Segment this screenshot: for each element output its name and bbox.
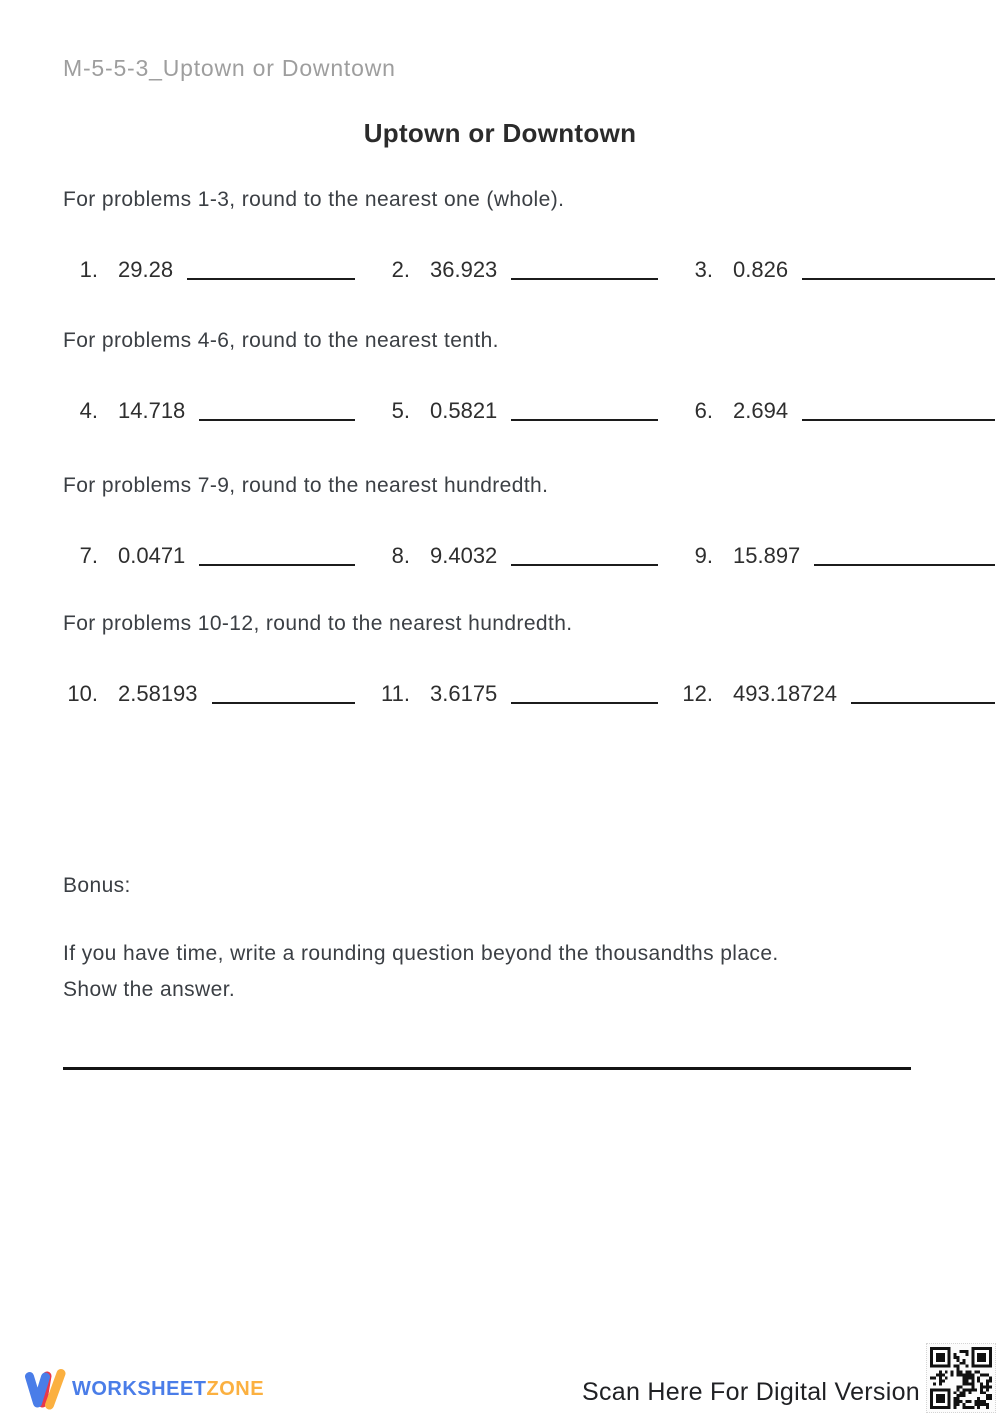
answer-blank xyxy=(802,278,995,280)
problem-value: 0.826 xyxy=(733,257,789,282)
scan-here-label: Scan Here For Digital Version xyxy=(581,1378,920,1406)
section-round-tenth xyxy=(63,327,995,425)
answer-blank xyxy=(802,419,995,421)
section-instruction: For problems 7-9, round to the nearest hundredth. xyxy=(63,474,549,497)
page-title: Uptown or Downtown xyxy=(363,118,637,148)
logo-text-zone: ZONE xyxy=(206,1377,265,1400)
bonus-instruction xyxy=(63,936,923,1008)
problem-row xyxy=(63,542,995,570)
bonus-answer-line xyxy=(63,1067,911,1070)
answer-blank xyxy=(511,419,658,421)
problem-number: 7. xyxy=(79,543,98,568)
bonus-label: Bonus: xyxy=(63,874,131,897)
problem-value: 0.5821 xyxy=(430,398,498,423)
problem-row xyxy=(63,397,995,425)
answer-blank xyxy=(212,702,355,704)
problem-number: 12. xyxy=(682,681,713,706)
problem-number: 11. xyxy=(381,681,410,706)
section-round-whole xyxy=(63,186,995,284)
problem xyxy=(678,542,995,570)
problem-value: 15.897 xyxy=(733,543,801,568)
qr-code xyxy=(926,1343,996,1413)
answer-blank xyxy=(511,278,658,280)
problem-number: 3. xyxy=(694,257,713,282)
bonus-line-2: Show the answer. xyxy=(63,978,236,1001)
problem-number: 2. xyxy=(391,257,410,282)
section-instruction: For problems 1-3, round to the nearest one (whole). xyxy=(63,188,565,211)
worksheetzone-logo xyxy=(24,1365,264,1413)
problem xyxy=(375,680,658,708)
problem-number: 9. xyxy=(694,543,713,568)
answer-blank xyxy=(199,419,355,421)
logo-w-icon xyxy=(24,1365,68,1413)
answer-blank xyxy=(851,702,995,704)
answer-blank xyxy=(199,564,355,566)
problem-value: 2.58193 xyxy=(118,681,198,706)
problem xyxy=(63,680,355,708)
footer xyxy=(0,1340,1000,1414)
problem xyxy=(678,680,995,708)
problem xyxy=(678,397,995,425)
problem xyxy=(678,256,995,284)
problem-value: 14.718 xyxy=(118,398,186,423)
problem-value: 2.694 xyxy=(733,398,789,423)
problem-number: 10. xyxy=(67,681,98,706)
logo-wordmark xyxy=(72,1378,264,1401)
bonus-section xyxy=(63,872,923,1008)
problem-row xyxy=(63,256,995,284)
problem-number: 5. xyxy=(391,398,410,423)
answer-blank xyxy=(187,278,355,280)
section-round-hundredth xyxy=(63,472,995,570)
section-instruction: For problems 10-12, round to the nearest hundredth. xyxy=(63,612,573,635)
section-round-hundredth-2 xyxy=(63,610,995,708)
answer-blank xyxy=(511,702,658,704)
problem xyxy=(375,542,658,570)
document-filename: M-5-5-3_Uptown or Downtown xyxy=(63,55,396,81)
problem-row xyxy=(63,680,995,708)
bonus-line-1: If you have time, write a rounding question beyond the thousandths place. xyxy=(63,942,779,965)
problem xyxy=(63,397,355,425)
problem xyxy=(63,542,355,570)
logo-text-worksheet: WORKSHEET xyxy=(72,1377,207,1400)
problem-number: 1. xyxy=(79,257,98,282)
problem-value: 29.28 xyxy=(118,257,174,282)
problem-value: 36.923 xyxy=(430,257,498,282)
problem-number: 4. xyxy=(79,398,98,423)
problem xyxy=(375,397,658,425)
problem-value: 9.4032 xyxy=(430,543,498,568)
problem-value: 3.6175 xyxy=(430,681,498,706)
problem-number: 6. xyxy=(694,398,713,423)
problem xyxy=(375,256,658,284)
problem-number: 8. xyxy=(391,543,410,568)
answer-blank xyxy=(814,564,995,566)
section-instruction: For problems 4-6, round to the nearest tenth. xyxy=(63,329,499,352)
problem xyxy=(63,256,355,284)
answer-blank xyxy=(511,564,658,566)
problem-value: 493.18724 xyxy=(733,681,837,706)
problem-value: 0.0471 xyxy=(118,543,186,568)
